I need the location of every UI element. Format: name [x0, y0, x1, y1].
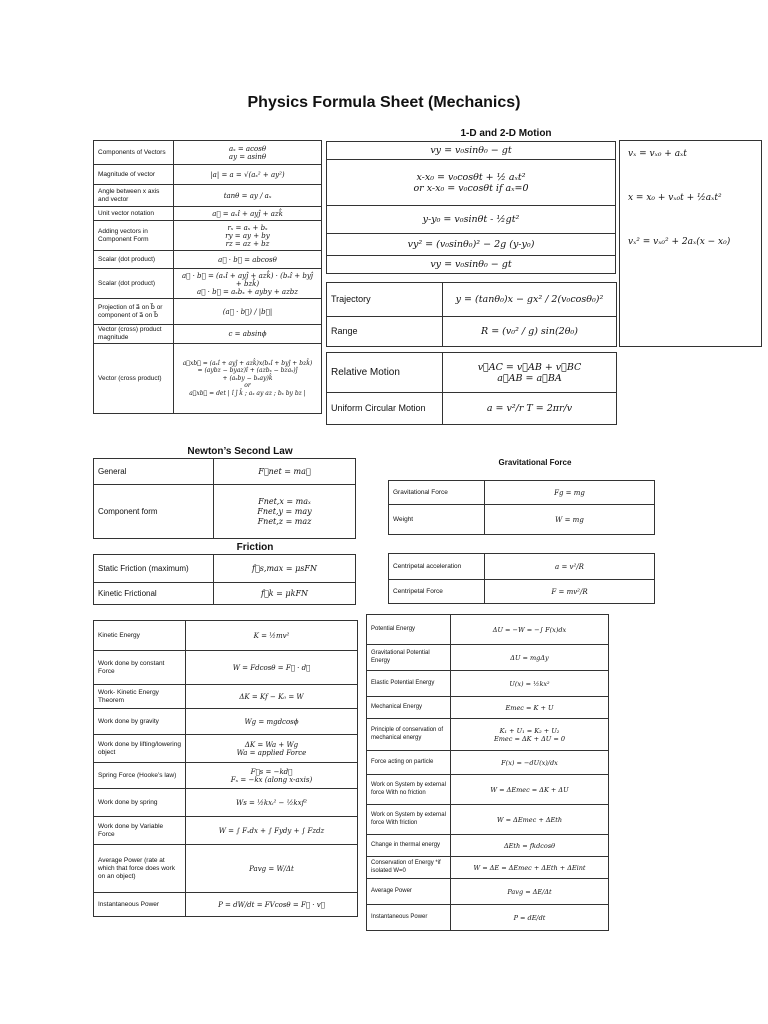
- row-label: Principle of conservation of mechanical energy: [367, 719, 451, 751]
- table-row: [327, 317, 617, 347]
- row-formula: Wg = mgdcosϕ: [186, 709, 358, 735]
- row-label: Scalar (dot product): [94, 251, 174, 269]
- row-formula: W = ∫ Fₓdx + ∫ Fydy + ∫ Fzdz: [186, 817, 358, 845]
- row-label: Unit vector notation: [94, 207, 174, 221]
- row-label: Change in thermal energy: [367, 835, 451, 857]
- kinematics-formula: vₓ = vₓ₀ + aₓt: [628, 149, 687, 159]
- energy-table: [366, 614, 609, 931]
- table-row: [389, 580, 655, 604]
- vectors-table: [93, 140, 322, 414]
- row-label: Work done by Variable Force: [94, 817, 186, 845]
- row-formula: a⃗ · b⃗ = abcosθ: [174, 251, 322, 269]
- row-label: Centripetal Force: [389, 580, 485, 604]
- table-row: [94, 221, 322, 251]
- table-row: [94, 763, 358, 789]
- row-formula: K = ½mv²: [186, 621, 358, 651]
- table-row: [94, 709, 358, 735]
- table-row: [94, 344, 322, 414]
- row-label: Centripetal acceleration: [389, 554, 485, 580]
- table-row: [389, 481, 655, 505]
- table-row: [94, 185, 322, 207]
- row-formula: |a| = a = √(aₓ² + ay²): [174, 165, 322, 185]
- table-row: [327, 142, 616, 160]
- row-label: Kinetic Energy: [94, 621, 186, 651]
- row-label: Work done by constant Force: [94, 651, 186, 685]
- table-row: [327, 393, 617, 425]
- row-formula: R = (v₀² / g) sin(2θ₀): [443, 317, 617, 347]
- row-label: Static Friction (maximum): [94, 555, 214, 583]
- row-formula: a⃗ = aₓî + ayĵ + azk̂: [174, 207, 322, 221]
- table-row: [367, 857, 609, 879]
- row-formula: W = Fdcosθ = F⃗ · d⃗: [186, 651, 358, 685]
- row-label: Force acting on particle: [367, 751, 451, 775]
- table-row: [367, 905, 609, 931]
- newton-table: [93, 458, 356, 539]
- row-label: Relative Motion: [327, 353, 443, 393]
- row-label: Range: [327, 317, 443, 347]
- row-formula: y = (tanθ₀)x − gx² / 2(v₀cosθ₀)²: [443, 283, 617, 317]
- row-label: Gravitational Potential Energy: [367, 645, 451, 671]
- table-row: [327, 234, 616, 256]
- table-row: [94, 789, 358, 817]
- table-row: [327, 256, 616, 274]
- trajectory-table: [326, 282, 617, 347]
- friction-title: Friction: [236, 542, 274, 553]
- table-row: [94, 459, 356, 485]
- row-label: Mechanical Energy: [367, 697, 451, 719]
- row-label: Work on System by external force With no friction: [367, 775, 451, 805]
- row-formula: vy = v₀sinθ₀ − gt: [327, 142, 616, 160]
- table-row: [94, 485, 356, 539]
- row-label: Work on System by external force With friction: [367, 805, 451, 835]
- row-formula: Fnet,x = maₓ Fnet,y = may Fnet,z = maz: [214, 485, 356, 539]
- row-formula: vy = v₀sinθ₀ − gt: [327, 256, 616, 274]
- row-formula: vy² = (v₀sinθ₀)² − 2g (y-y₀): [327, 234, 616, 256]
- table-row: [327, 206, 616, 234]
- table-row: [94, 651, 358, 685]
- row-label: Potential Energy: [367, 615, 451, 645]
- row-label: Weight: [389, 505, 485, 535]
- row-label: Elastic Potential Energy: [367, 671, 451, 697]
- row-formula: Fg = mg: [485, 481, 655, 505]
- row-formula: K₁ + U₁ = K₂ + U₂ Emec = ΔK + ΔU = 0: [451, 719, 609, 751]
- table-row: [94, 299, 322, 325]
- row-formula: ΔEth = fkdcosθ: [451, 835, 609, 857]
- table-row: [367, 719, 609, 751]
- row-label: Conservation of Energy *if isolated W=0: [367, 857, 451, 879]
- row-formula: ΔK = Wa + Wg Wa = applied Force: [186, 735, 358, 763]
- table-row: [94, 583, 356, 605]
- row-formula: aₓ = acosθ ay = asinθ: [174, 141, 322, 165]
- table-row: [94, 685, 358, 709]
- row-formula: F⃗net = ma⃗: [214, 459, 356, 485]
- table-row: [94, 621, 358, 651]
- row-label: Instantaneous Power: [94, 893, 186, 917]
- table-row: [94, 325, 322, 344]
- row-label: Average Power (rate at which that force does work on an object): [94, 845, 186, 893]
- row-label: Spring Force (Hooke’s law): [94, 763, 186, 789]
- row-formula: W = mg: [485, 505, 655, 535]
- row-label: Trajectory: [327, 283, 443, 317]
- table-row: [94, 207, 322, 221]
- table-row: [94, 555, 356, 583]
- row-formula: F = mv²/R: [485, 580, 655, 604]
- table-row: [367, 879, 609, 905]
- table-row: [389, 505, 655, 535]
- table-row: [367, 645, 609, 671]
- row-formula: Ws = ½kxᵢ² − ½kxf²: [186, 789, 358, 817]
- centripetal-table: [388, 553, 655, 604]
- table-row: [94, 893, 358, 917]
- row-formula: Pavg = W/Δt: [186, 845, 358, 893]
- row-formula: a⃗ · b⃗ = (aₓî + ayĵ + azk̂) · (bₓî + byĵ + bzk̂) a⃗ · b⃗ = aₓbₓ + ayby + azbz: [174, 269, 322, 299]
- row-formula: Emec = K + U: [451, 697, 609, 719]
- row-label: Instantaneous Power: [367, 905, 451, 931]
- row-formula: y-y₀ = v₀sinθt - ½gt²: [327, 206, 616, 234]
- page-title: Physics Formula Sheet (Mechanics): [247, 94, 521, 111]
- row-label: Gravitational Force: [389, 481, 485, 505]
- table-row: [94, 141, 322, 165]
- row-formula: Pavg = ΔE/Δt: [451, 879, 609, 905]
- row-formula: f⃗s,max = μsFN: [214, 555, 356, 583]
- kinematics-box: [619, 140, 762, 347]
- motion-table: [326, 141, 616, 274]
- row-label: Vector (cross) product magnitude: [94, 325, 174, 344]
- table-row: [367, 697, 609, 719]
- kinematics-formula: vₓ² = vₓ₀² + 2aₓ(x − x₀): [628, 237, 731, 247]
- row-formula: U(x) = ½kx²: [451, 671, 609, 697]
- gravitational-title: Gravitational Force: [498, 458, 572, 467]
- row-label: Work done by spring: [94, 789, 186, 817]
- table-row: [327, 160, 616, 206]
- motion-title: 1-D and 2-D Motion: [460, 128, 552, 139]
- row-formula: ΔK = Kf − K₀ = W: [186, 685, 358, 709]
- row-formula: tanθ = ay / aₓ: [174, 185, 322, 207]
- row-label: Vector (cross product): [94, 344, 174, 414]
- row-formula: W = ΔE = ΔEmec + ΔEth + ΔEint: [451, 857, 609, 879]
- row-formula: x-x₀ = v₀cosθt + ½ aₓt² or x-x₀ = v₀cosθt if aₓ=0: [327, 160, 616, 206]
- row-formula: F(x) = −dU(x)/dx: [451, 751, 609, 775]
- newton-title: Newton’s Second Law: [187, 446, 293, 457]
- gravitational-table: [388, 480, 655, 535]
- table-row: [367, 751, 609, 775]
- row-formula: rₓ = aₓ + bₓ ry = ay + by rz = az + bz: [174, 221, 322, 251]
- row-formula: a = v²/r T = 2πr/v: [443, 393, 617, 425]
- table-row: [94, 165, 322, 185]
- row-formula: W = ΔEmec + ΔEth: [451, 805, 609, 835]
- table-row: [367, 805, 609, 835]
- row-label: Kinetic Frictional: [94, 583, 214, 605]
- table-row: [327, 353, 617, 393]
- row-label: Scalar (dot product): [94, 269, 174, 299]
- table-row: [389, 554, 655, 580]
- table-row: [94, 845, 358, 893]
- row-label: Adding vectors in Component Form: [94, 221, 174, 251]
- row-label: Work- Kinetic Energy Theorem: [94, 685, 186, 709]
- table-row: [94, 269, 322, 299]
- kinematics-formula: x = x₀ + vₓ₀t + ½aₓt²: [628, 193, 722, 203]
- row-formula: c = absinϕ: [174, 325, 322, 344]
- table-row: [367, 615, 609, 645]
- row-label: Magnitude of vector: [94, 165, 174, 185]
- row-formula: (a⃗ · b⃗) / |b⃗|: [174, 299, 322, 325]
- table-row: [367, 671, 609, 697]
- row-formula: ΔU = mgΔy: [451, 645, 609, 671]
- table-row: [94, 735, 358, 763]
- row-formula: F⃗s = −kd⃗ Fₓ = −kx (along x-axis): [186, 763, 358, 789]
- row-formula: P = dE/dt: [451, 905, 609, 931]
- relative-motion-table: [326, 352, 617, 425]
- row-label: Component form: [94, 485, 214, 539]
- row-label: Work done by gravity: [94, 709, 186, 735]
- table-row: [327, 283, 617, 317]
- table-row: [94, 251, 322, 269]
- row-label: Uniform Circular Motion: [327, 393, 443, 425]
- row-label: Components of Vectors: [94, 141, 174, 165]
- work-table: [93, 620, 358, 917]
- row-formula: ΔU = −W = −∫ F(x)dx: [451, 615, 609, 645]
- row-formula: a = v²/R: [485, 554, 655, 580]
- table-row: [367, 775, 609, 805]
- row-formula: a⃗xb⃗ = (aₓî + ayĵ + azk̂)x(bₓî + byĵ + bzk̂) = (aybz − byaz)î + (azbₓ − bzaₓ)ĵ + (aₓby − bₓay)k̂ or a⃗xb⃗ = det | î ĵ k̂ ; aₓ ay az ; bₓ by bz |: [174, 344, 322, 414]
- row-formula: f⃗k = μkFN: [214, 583, 356, 605]
- friction-table: [93, 554, 356, 605]
- row-label: Average Power: [367, 879, 451, 905]
- table-row: [367, 835, 609, 857]
- row-label: Work done by lifting/lowering object: [94, 735, 186, 763]
- row-formula: P = dW/dt = FVcosθ = F⃗ · v⃗: [186, 893, 358, 917]
- row-label: Angle between x axis and vector: [94, 185, 174, 207]
- row-label: General: [94, 459, 214, 485]
- row-formula: W = ΔEmec = ΔK + ΔU: [451, 775, 609, 805]
- table-row: [94, 817, 358, 845]
- row-label: Projection of a⃗ on b⃗ or component of a⃗ on b⃗: [94, 299, 174, 325]
- row-formula: v⃗AC = v⃗AB + v⃗BC a⃗AB = a⃗BA: [443, 353, 617, 393]
